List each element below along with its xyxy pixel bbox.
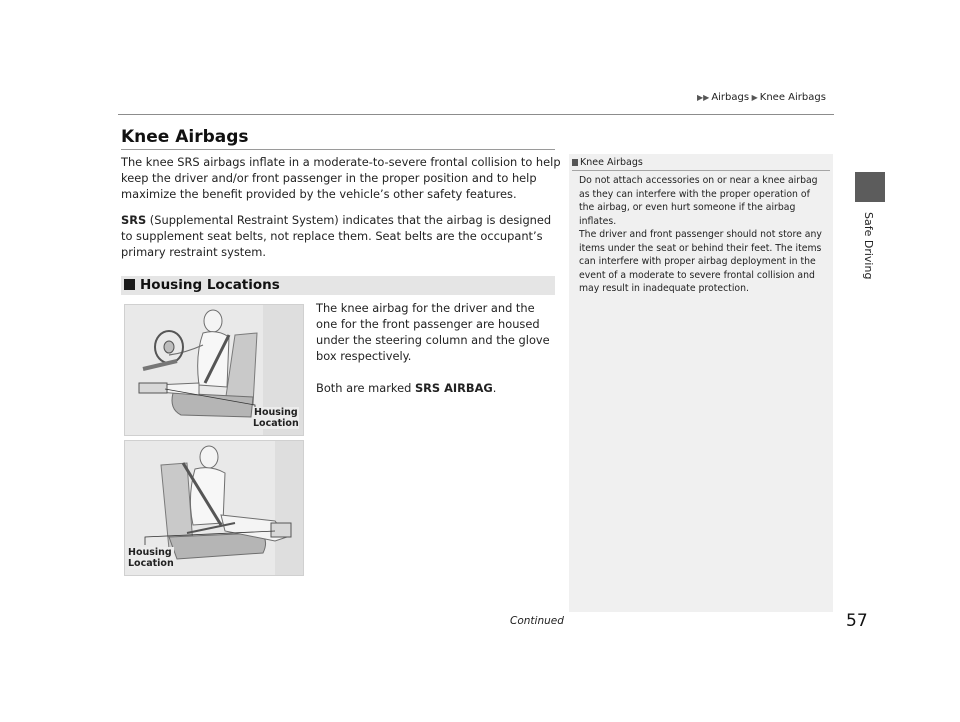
marking-description xyxy=(316,380,556,396)
marking-prefix: Both are marked xyxy=(316,381,415,395)
srs-paragraph xyxy=(121,212,561,260)
breadcrumb-item-knee-airbags[interactable]: Knee Airbags xyxy=(759,92,826,103)
housing-location-callout xyxy=(253,407,299,429)
srs-airbag-label: SRS AIRBAG xyxy=(414,381,493,395)
chapter-label: Safe Driving xyxy=(862,212,875,280)
intro-paragraph: The knee SRS airbags inflate in a moderate-to-severe frontal collision to help keep the driver and/or front passenger in the proper position and to help maximize the benefit provided by the vehicle’s other safety features. xyxy=(121,155,561,201)
square-bullet-icon xyxy=(124,279,135,290)
title-divider xyxy=(121,149,555,150)
note-paragraph-2: The driver and front passenger should not store any items under the seat or behind their feet. The items can interfere with proper airbag deployment in the event of a moderate to severe frontal collision and may result in inadequate protection. xyxy=(579,229,822,295)
srs-term: SRS xyxy=(121,213,147,227)
callout-line-1: Housing xyxy=(254,407,298,418)
housing-description: The knee airbag for the driver and the one for the front passenger are housed under the steering column and the glove box respectively. xyxy=(316,301,550,363)
header-divider xyxy=(118,114,834,115)
section-title: Housing Locations xyxy=(140,277,280,293)
marking-suffix: . xyxy=(492,381,497,395)
note-paragraph-1: Do not attach accessories on or near a knee airbag as they can interfere with the proper operation of the airbag, or even hurt someone if the airbag inflates. xyxy=(579,175,818,227)
breadcrumb-item-airbags[interactable]: Airbags xyxy=(711,92,750,103)
note-title: Knee Airbags xyxy=(580,157,643,168)
continued-label: Continued xyxy=(510,615,564,627)
callout-line-2: Location xyxy=(128,558,174,569)
driver-knee-airbag-illustration xyxy=(124,304,304,436)
breadcrumb xyxy=(697,92,826,103)
callout-line-1: Housing xyxy=(128,547,172,558)
srs-description: (Supplemental Restraint System) indicates that the airbag is designed to supplement seat belts, not replace them. Seat belts are the occupant’s primary restraint system. xyxy=(121,213,552,259)
reference-marker-icon xyxy=(572,159,578,166)
chevron-right-icon: ▶▶ xyxy=(697,93,710,102)
passenger-knee-airbag-illustration xyxy=(124,440,304,576)
chapter-tab-marker xyxy=(855,172,885,202)
note-divider xyxy=(572,170,830,171)
chevron-right-icon: ▶ xyxy=(749,93,758,102)
callout-line-2: Location xyxy=(253,418,299,429)
page-title: Knee Airbags xyxy=(121,127,249,147)
page-number: 57 xyxy=(846,611,868,631)
housing-location-callout xyxy=(128,547,174,569)
